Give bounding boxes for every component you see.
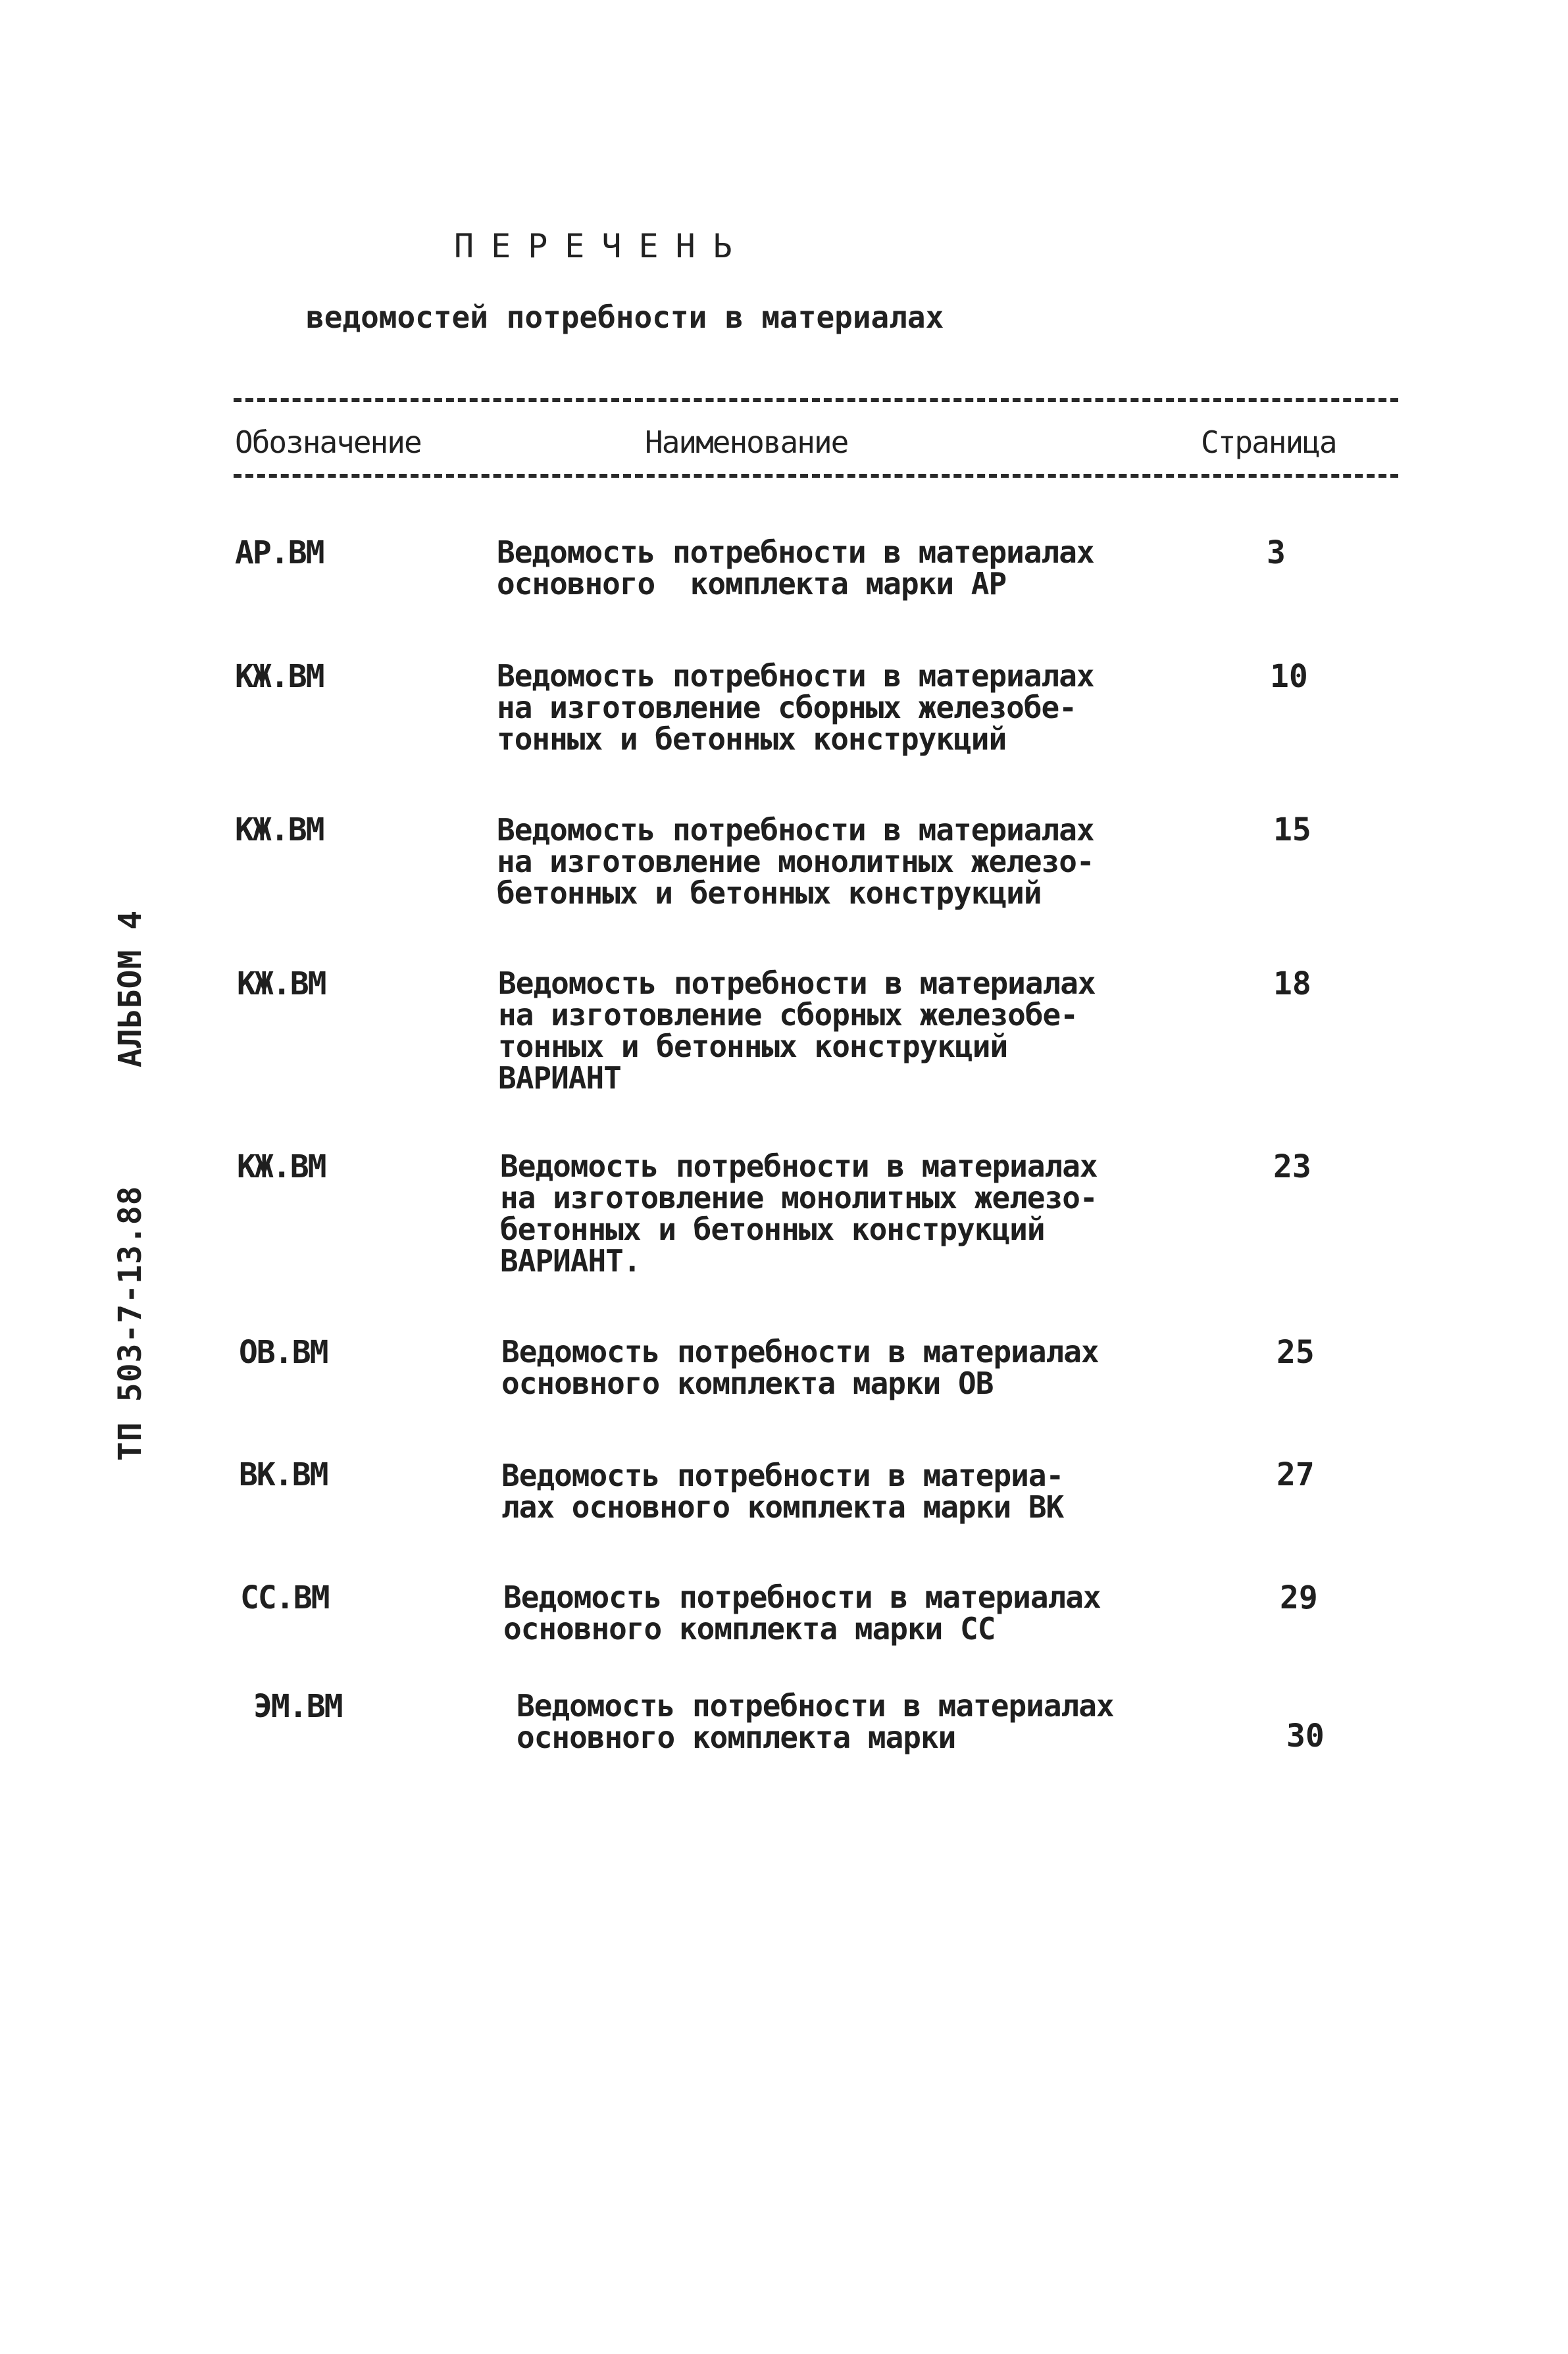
column-header-designation: Обозначение: [235, 424, 421, 460]
row-designation: ЭМ.ВМ: [253, 1688, 342, 1725]
document-subtitle: ведомостей потребности в материалах: [306, 299, 944, 335]
column-header-name: Наименование: [645, 424, 848, 460]
row-designation: ОВ.ВМ: [239, 1334, 328, 1371]
row-name: Ведомость потребности в материалах на изготовление сборных железобе- тонных и бетонных конструкций: [497, 658, 1094, 757]
row-page: 25: [1277, 1334, 1315, 1371]
row-page: 10: [1270, 658, 1308, 695]
table-top-rule: [234, 398, 1398, 402]
column-header-page: Страница: [1201, 424, 1336, 460]
table-header-rule: [234, 474, 1398, 478]
row-page: 18: [1273, 965, 1311, 1002]
row-designation: ВК.ВМ: [239, 1456, 328, 1493]
row-name: Ведомость потребности в материалах основного комплекта марки СС: [503, 1579, 1101, 1647]
document-title: ПЕРЕЧЕНЬ: [454, 227, 749, 265]
row-page: 15: [1273, 811, 1311, 848]
row-name: Ведомость потребности в материалах основного комплекта марки: [517, 1688, 1114, 1755]
row-designation: КЖ.ВМ: [237, 1148, 326, 1185]
row-name: Ведомость потребности в материалах на изготовление монолитных железо- бетонных и бетонных конструкций: [497, 812, 1094, 911]
row-name: Ведомость потребности в материалах на изготовление монолитных железо- бетонных и бетонных конструкций ВАРИАНТ.: [500, 1148, 1098, 1279]
row-designation: КЖ.ВМ: [235, 658, 324, 695]
row-name: Ведомость потребности в материалах на изготовление сборных железобе- тонных и бетонных конструкций ВАРИАНТ: [498, 965, 1096, 1096]
row-page: 23: [1273, 1148, 1311, 1185]
row-designation: СС.ВМ: [240, 1579, 329, 1616]
row-page: 30: [1286, 1718, 1325, 1754]
margin-album-note: ТП 503-7-13.88 АЛЬБОМ 4: [112, 909, 149, 1461]
row-designation: КЖ.ВМ: [237, 965, 326, 1002]
row-page: 29: [1280, 1579, 1318, 1616]
row-page: 27: [1277, 1456, 1315, 1493]
row-name: Ведомость потребности в материалах основного комплекта марки АР: [497, 534, 1094, 601]
row-designation: АР.ВМ: [235, 534, 324, 571]
row-name: Ведомость потребности в материа- лах основного комплекта марки ВК: [501, 1458, 1064, 1525]
row-designation: КЖ.ВМ: [235, 811, 324, 848]
row-name: Ведомость потребности в материалах основного комплекта марки ОВ: [501, 1334, 1099, 1401]
row-page: 3: [1267, 534, 1286, 571]
